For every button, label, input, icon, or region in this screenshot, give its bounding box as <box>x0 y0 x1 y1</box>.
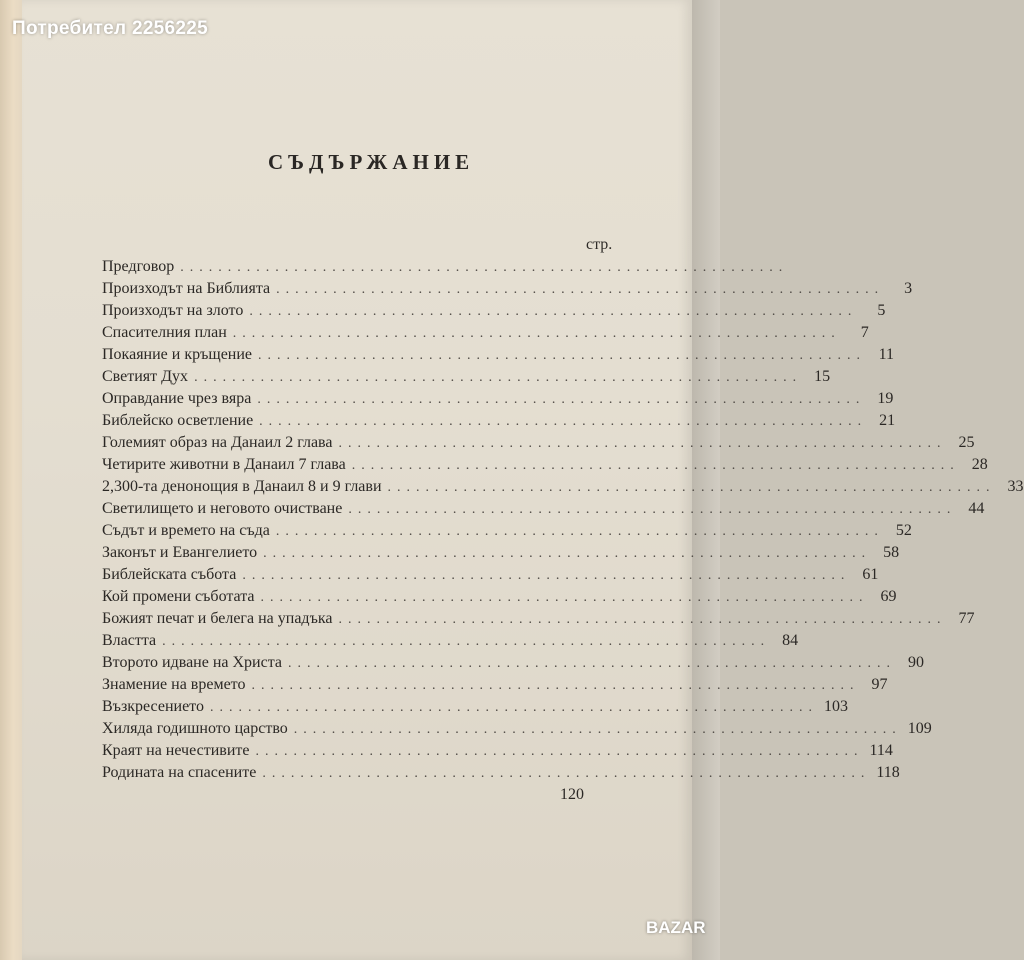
toc-entry <box>102 566 879 588</box>
toc-entry <box>102 676 888 698</box>
toc-entry-page: 7 <box>860 324 869 341</box>
toc-entry <box>102 720 932 742</box>
leader-dots: ................................................................ <box>249 304 858 319</box>
toc-entry <box>102 610 975 632</box>
toc-entry-title: Възкресението <box>102 698 204 715</box>
toc-entry <box>102 544 900 566</box>
leader-dots: ................................................................ <box>260 590 869 605</box>
leader-dots: ................................................................ <box>288 656 897 671</box>
toc-entry-title: Властта <box>102 632 157 649</box>
toc-entry <box>102 500 985 522</box>
toc-entry-page: 33 <box>1007 478 1024 495</box>
toc-entry <box>102 742 893 764</box>
toc-entry-title: Произходът на злото <box>102 302 244 319</box>
page-column-header: стр. <box>586 236 613 253</box>
leader-dots: ................................................................ <box>263 546 872 561</box>
toc-entry <box>560 786 604 808</box>
toc-entry-page: 11 <box>878 346 895 363</box>
toc-entry-title: Големият образ на Данаил 2 глава <box>102 434 333 451</box>
toc-entry <box>102 302 886 324</box>
toc-entry <box>102 368 831 390</box>
toc-entry <box>102 258 789 280</box>
page-title: СЪДЪРЖАНИЕ <box>268 150 475 174</box>
toc-entry-title: Произходът на Библията <box>102 280 271 297</box>
toc-entry-page: 109 <box>907 720 932 737</box>
leader-dots: ................................................................ <box>180 260 789 275</box>
toc-entry <box>102 346 895 368</box>
toc-entry-page: 19 <box>877 390 894 407</box>
toc-entry <box>102 324 869 346</box>
toc-entry <box>102 588 897 610</box>
toc-entry-page: 21 <box>879 412 896 429</box>
toc-entry-page: 120 <box>560 786 584 803</box>
toc-entry-title: Краят на нечестивите <box>102 742 250 759</box>
leader-dots: ................................................................ <box>338 612 947 627</box>
toc-entry-page: 5 <box>877 302 886 319</box>
toc-entry-page: 58 <box>883 544 900 561</box>
toc-entry-title: 2,300-та денонощия в Данаил 8 и 9 глави <box>102 478 382 495</box>
toc-entry <box>102 632 799 654</box>
bazar-logo: BAZAR <box>646 918 706 937</box>
toc-entry-title: Предговор <box>102 258 175 275</box>
leader-dots: ................................................................ <box>257 392 866 407</box>
toc-entry-title: Хиляда годишното царство <box>102 720 288 737</box>
leader-dots: ................................................................ <box>351 458 960 473</box>
leader-dots: ................................................................ <box>338 436 947 451</box>
toc-entry-title: Библейско осветление <box>102 412 254 429</box>
leader-dots: ................................................................ <box>242 568 851 583</box>
toc-entry <box>102 390 894 412</box>
toc-entry <box>102 522 912 544</box>
toc-entry <box>102 412 896 434</box>
toc-entry-page: 103 <box>823 698 848 715</box>
leader-dots: ................................................................ <box>232 326 841 341</box>
toc-entry-page: 52 <box>895 522 912 539</box>
toc-entry-title: Светият Дух <box>102 368 189 385</box>
toc-entry <box>102 434 975 456</box>
leader-dots: ................................................................ <box>387 480 996 495</box>
toc-entry-page: 3 <box>904 280 913 297</box>
toc-entry-title: Покаяние и кръщение <box>102 346 253 363</box>
leader-dots: ................................................................ <box>348 502 957 517</box>
toc-entry-page: 44 <box>968 500 985 517</box>
leader-dots: ................................................................ <box>259 414 868 429</box>
toc-entry-title: Четирите животни в Данаил 7 глава <box>102 456 346 473</box>
toc-entry-title: Спасителния план <box>102 324 227 341</box>
leader-dots: ................................................................ <box>194 370 803 385</box>
toc-entry-title: Светилището и неговото очистване <box>102 500 343 517</box>
leader-dots: ................................................................ <box>209 700 818 715</box>
toc-entry-title: Законът и Евангелието <box>102 544 258 561</box>
toc-entry-page: 25 <box>958 434 975 451</box>
toc-entry-page: 114 <box>869 742 893 759</box>
leader-dots: ................................................................ <box>251 678 860 693</box>
leader-dots: ................................................................ <box>275 524 884 539</box>
toc-entry-page: 118 <box>876 764 900 781</box>
toc-entry-page: 90 <box>908 654 925 671</box>
leader-dots: ................................................................ <box>255 744 864 759</box>
toc-entry-page: 97 <box>871 676 888 693</box>
toc-entry-title: Оправдание чрез вяра <box>102 390 252 407</box>
toc-entry-title: Божият печат и белега на упадъка <box>102 610 333 627</box>
leader-dots: ................................................................ <box>162 634 771 649</box>
leader-dots: ................................................................ <box>276 282 885 297</box>
toc-entry <box>102 280 913 302</box>
toc-entry-title: Знамение на времето <box>102 676 246 693</box>
toc-entry-title: Кой промени съботата <box>102 588 255 605</box>
toc-entry <box>102 456 988 478</box>
toc-entry-title: Родината на спасените <box>102 764 257 781</box>
toc-entry-page: 69 <box>880 588 897 605</box>
toc-entry-page: 61 <box>862 566 879 583</box>
toc-entry-title: Библейската събота <box>102 566 237 583</box>
user-watermark: Потребител 2256225 <box>12 18 209 39</box>
toc-entry <box>102 654 925 676</box>
toc-entry-page: 28 <box>971 456 988 473</box>
toc-entry <box>102 764 900 786</box>
leader-dots: ................................................................ <box>258 348 867 363</box>
toc-entry <box>102 698 848 720</box>
leader-dots: ................................................................ <box>262 766 871 781</box>
toc-entry-title: Второто идване на Христа <box>102 654 283 671</box>
toc-entry <box>102 478 1024 500</box>
toc-entry-page: 84 <box>782 632 799 649</box>
toc-entry-page: 15 <box>814 368 831 385</box>
leader-dots: ................................................................ <box>293 722 902 737</box>
toc-entry-title: Съдът и времето на съда <box>102 522 270 539</box>
toc-entry-page: 77 <box>958 610 975 627</box>
